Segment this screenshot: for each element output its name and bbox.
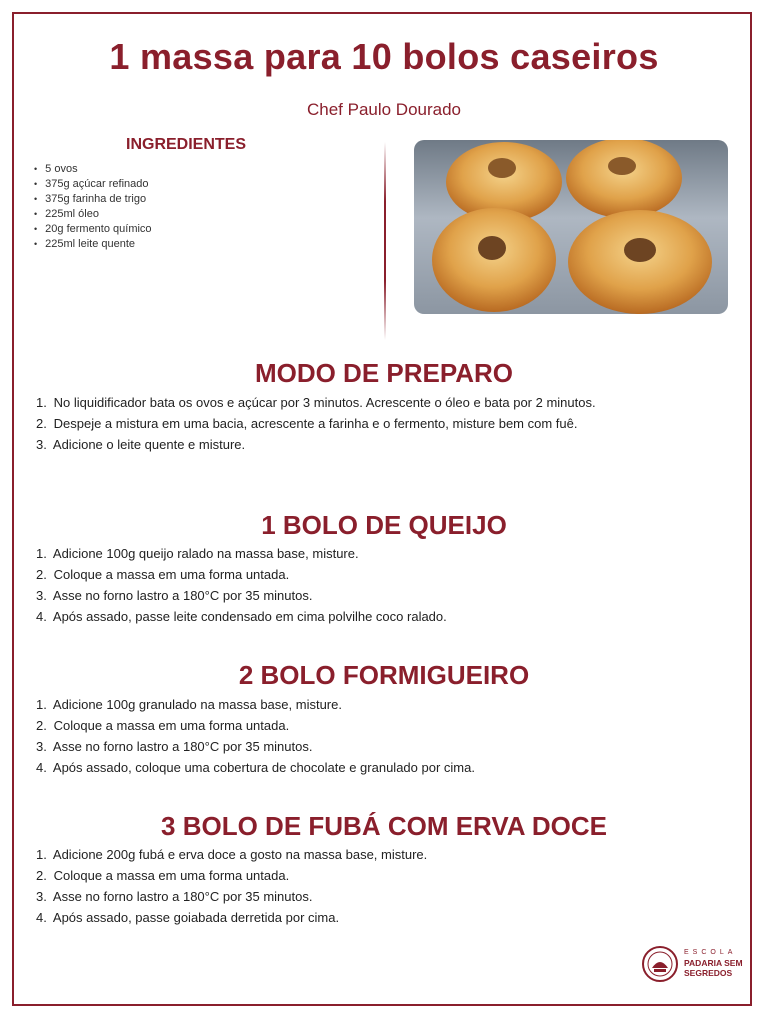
cake-shape: [432, 208, 556, 312]
step-item: 1. No liquidificador bata os ovos e açúcar por 3 minutos. Acrescente o óleo e bata por 2 minutos.: [36, 395, 596, 410]
step-item: 1. Adicione 200g fubá e erva doce a gosto na massa base, misture.: [36, 847, 428, 862]
cake-hole: [624, 238, 656, 262]
step-item: 2. Coloque a massa em uma forma untada.: [36, 567, 290, 582]
step-item: 3. Asse no forno lastro a 180°C por 35 minutos.: [36, 739, 313, 754]
step-item: 1. Adicione 100g queijo ralado na massa base, misture.: [36, 546, 359, 561]
cake-hole: [608, 157, 636, 175]
cake-shape: [566, 140, 682, 218]
step-item: 2. Coloque a massa em uma forma untada.: [36, 868, 290, 883]
preparo-steps: [36, 392, 596, 455]
ingredients-heading: INGREDIENTES: [126, 136, 247, 153]
step-item: 3. Adicione o leite quente e misture.: [36, 437, 246, 452]
vertical-divider: [384, 142, 386, 340]
step-item: 3. Asse no forno lastro a 180°C por 35 minutos.: [36, 889, 313, 904]
ingredient-item: • 5 ovos: [34, 162, 152, 177]
logo-emblem-icon: [640, 944, 680, 984]
step-item: 2. Coloque a massa em uma forma untada.: [36, 718, 290, 733]
step-item: 1. Adicione 100g granulado na massa base, misture.: [36, 697, 342, 712]
cake-hole: [478, 236, 506, 260]
ingredient-item: • 20g fermento químico: [34, 222, 152, 237]
logo-text: ESCOLA PADARIA SEM SEGREDOS: [684, 949, 743, 978]
ingredients-list: [34, 162, 152, 252]
preparo-heading: MODO DE PREPARO: [254, 358, 514, 388]
recipe-title: 1 massa para 10 bolos caseiros: [109, 36, 659, 77]
ingredient-item: • 225ml óleo: [34, 207, 152, 222]
cake-hole: [488, 158, 516, 178]
chef-name: Chef Paulo Dourado: [306, 100, 462, 119]
school-logo: [640, 944, 752, 984]
step-item: 4. Após assado, passe goiabada derretida por cima.: [36, 910, 340, 925]
bolo1-heading: 1 BOLO DE QUEIJO: [261, 510, 507, 540]
ingredient-item: • 375g açúcar refinado: [34, 177, 152, 192]
bolo3-steps: [36, 844, 427, 928]
bolo2-heading: 2 BOLO FORMIGUEIRO: [238, 660, 530, 690]
ingredient-item: • 375g farinha de trigo: [34, 192, 152, 207]
bolo1-steps: [36, 543, 447, 627]
bolo2-steps: [36, 694, 475, 778]
step-item: 2. Despeje a mistura em uma bacia, acrescente a farinha e o fermento, misture bem com fuê.: [36, 416, 578, 431]
step-item: 4. Após assado, passe leite condensado em cima polvilhe coco ralado.: [36, 609, 447, 624]
bolo3-heading: 3 BOLO DE FUBÁ COM ERVA DOCE: [161, 811, 607, 841]
ingredient-item: • 225ml leite quente: [34, 237, 152, 252]
step-item: 3. Asse no forno lastro a 180°C por 35 minutos.: [36, 588, 313, 603]
cakes-photo: [414, 140, 728, 314]
step-item: 4. Após assado, coloque uma cobertura de chocolate e granulado por cima.: [36, 760, 475, 775]
